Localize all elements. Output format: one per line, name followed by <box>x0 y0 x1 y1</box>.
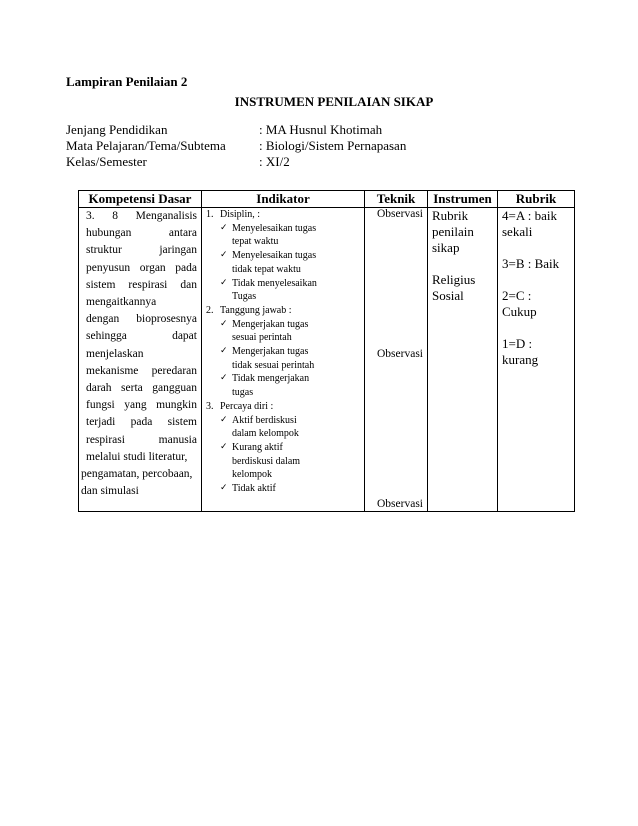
kd-line: mekanisme peredaran <box>86 364 197 377</box>
indicator-item-text <box>232 249 316 276</box>
spacer <box>502 320 574 336</box>
kd-line: sistem respirasi dan <box>86 278 197 291</box>
instrumen-line: Rubrik <box>432 208 469 223</box>
spacer <box>502 240 574 256</box>
indicator-item-line: tidak tepat waktu <box>232 263 301 275</box>
checkmark-icon: ✓ <box>220 373 228 384</box>
instrumen-line: Religius <box>432 272 476 287</box>
meta-value: : MA Husnul Khotimah <box>259 122 383 137</box>
meta-label: Mata Pelajaran/Tema/Subtema <box>66 138 226 153</box>
indicator-item-line: dalam kelompok <box>232 428 299 440</box>
kd-line: hubungan antara <box>86 227 197 240</box>
indicator-item-line: Tidak mengerjakan <box>232 373 310 385</box>
indicator-item-line: sesuai perintah <box>232 332 292 344</box>
indicator-title-text: Disiplin, : <box>220 209 261 220</box>
indicator-item-line: Kurang aktif <box>232 441 283 453</box>
kd-line: melalui studi literatur, <box>86 450 188 463</box>
indicator-item-line: Menyelesaikan tugas <box>232 222 317 234</box>
indicator-title-text: Tanggung jawab : <box>220 304 292 316</box>
meta-row <box>66 122 406 138</box>
indicator-item-text <box>232 414 299 441</box>
cell-instrumen <box>428 208 498 512</box>
header-teknik: Teknik <box>365 191 428 208</box>
rubrik-line: 2=C : <box>502 288 532 303</box>
indicator-title <box>206 400 362 414</box>
indicator-item-text <box>232 277 317 304</box>
indicator-item-line: kelompok <box>232 469 272 481</box>
checkmark-icon: ✓ <box>220 318 228 329</box>
rubrik-line: kurang <box>502 352 539 367</box>
indicator-item-line: Mengerjakan tugas <box>232 318 309 330</box>
indicator-item-text <box>232 222 316 249</box>
teknik-value: Observasi <box>377 348 423 360</box>
kd-line: mengaitkannya <box>86 296 157 309</box>
indicator-item-line: Aktif berdiskusi <box>232 414 297 426</box>
indicator-number: 1. <box>206 209 214 220</box>
checkmark-icon: ✓ <box>220 250 228 261</box>
indicator-item-text <box>232 318 308 345</box>
spacer <box>502 272 574 288</box>
indicator-item <box>206 345 362 372</box>
indicator-group-percaya-diri <box>206 400 362 496</box>
kd-line: menjelaskan <box>86 347 144 360</box>
kd-line: sehingga dapat <box>86 330 197 343</box>
indicator-item-line: tugas <box>232 387 254 399</box>
indicator-item <box>206 222 362 249</box>
indicator-item-line: tidak sesuai perintah <box>232 359 315 371</box>
rubrik-line: Cukup <box>502 304 537 319</box>
indicator-item <box>206 318 362 345</box>
kd-line: pengamatan, percobaan, <box>81 468 193 481</box>
header-rubrik: Rubrik <box>498 191 575 208</box>
document-title: INSTRUMEN PENILAIAN SIKAP <box>234 94 434 109</box>
indicator-group-disiplin <box>206 208 362 304</box>
rubrik-line: sekali <box>502 224 533 239</box>
teknik-value: Observasi <box>377 208 423 220</box>
cell-rubrik <box>498 208 575 512</box>
kd-line: struktur jaringan <box>86 244 197 257</box>
meta-row <box>66 154 406 170</box>
indicator-item-line: Tidak menyelesaikan <box>232 277 317 289</box>
indicator-item-line: Menyelesaikan tugas <box>232 250 317 262</box>
indicator-number: 3. <box>206 400 214 412</box>
indicator-title-text: Percaya diri : <box>220 400 274 412</box>
header-kompetensi-dasar: Kompetensi Dasar <box>79 191 202 208</box>
checkmark-icon: ✓ <box>220 414 228 425</box>
kd-line: penyusun organ pada <box>86 261 197 274</box>
teknik-value: Observasi <box>377 498 423 510</box>
indicator-item-line: Tidak aktif <box>232 483 276 495</box>
checkmark-icon: ✓ <box>220 441 228 452</box>
checkmark-icon: ✓ <box>220 222 228 233</box>
kd-line: respirasi manusia <box>86 433 197 446</box>
meta-value: : Biologi/Sistem Pernapasan <box>259 138 407 153</box>
indicator-item-text <box>232 345 314 372</box>
kd-line: dan simulasi <box>81 485 139 498</box>
table-row <box>79 208 575 512</box>
indicator-number: 2. <box>206 304 214 316</box>
cell-kompetensi-dasar <box>79 208 202 512</box>
meta-label: Jenjang Pendidikan <box>66 122 168 137</box>
indicator-item-line: Mengerjakan tugas <box>232 346 309 358</box>
cell-teknik <box>365 208 428 512</box>
indicator-item-text <box>232 482 276 496</box>
rubrik-line: 3=B : Baik <box>502 256 560 271</box>
instrumen-line: penilain <box>432 224 474 239</box>
indicator-item <box>206 414 362 441</box>
table-header-row <box>79 191 575 208</box>
kd-line: terjadi pada sistem <box>86 416 197 429</box>
indicator-group-tanggung-jawab <box>206 304 362 400</box>
instrumen-line: Sosial <box>432 288 464 303</box>
indicator-title <box>206 304 362 318</box>
checkmark-icon: ✓ <box>220 277 228 288</box>
kd-line: dengan bioprosesnya <box>86 313 197 326</box>
indicator-title <box>206 208 362 222</box>
meta-block <box>66 122 406 170</box>
instrumen-line: sikap <box>432 240 460 255</box>
meta-value: : XI/2 <box>259 154 290 169</box>
meta-row <box>66 138 406 154</box>
indicator-item <box>206 372 362 399</box>
indicator-item <box>206 482 362 496</box>
appendix-heading: Lampiran Penilaian 2 <box>66 74 188 89</box>
indicator-item <box>206 441 362 482</box>
kd-line: fungsi yang mungkin <box>86 399 197 412</box>
cell-indikator <box>202 208 365 512</box>
assessment-table <box>78 190 575 512</box>
indicator-item <box>206 249 362 276</box>
indicator-item-text <box>232 372 309 399</box>
indicator-item-line: tepat waktu <box>232 236 279 248</box>
checkmark-icon: ✓ <box>220 483 228 494</box>
header-instrumen: Instrumen <box>428 191 498 208</box>
checkmark-icon: ✓ <box>220 346 228 357</box>
meta-label: Kelas/Semester <box>66 154 147 169</box>
spacer <box>432 256 497 272</box>
kd-line: darah serta gangguan <box>86 382 197 395</box>
header-indikator: Indikator <box>202 191 365 208</box>
indicator-item <box>206 277 362 304</box>
indicator-item-line: Tugas <box>232 291 257 303</box>
kd-line: 3. 8 Menganalisis <box>86 210 197 222</box>
indicator-item-line: berdiskusi dalam <box>232 455 301 467</box>
rubrik-line: 1=D : <box>502 336 533 351</box>
rubrik-line: 4=A : baik <box>502 208 557 223</box>
indicator-item-text <box>232 441 300 482</box>
